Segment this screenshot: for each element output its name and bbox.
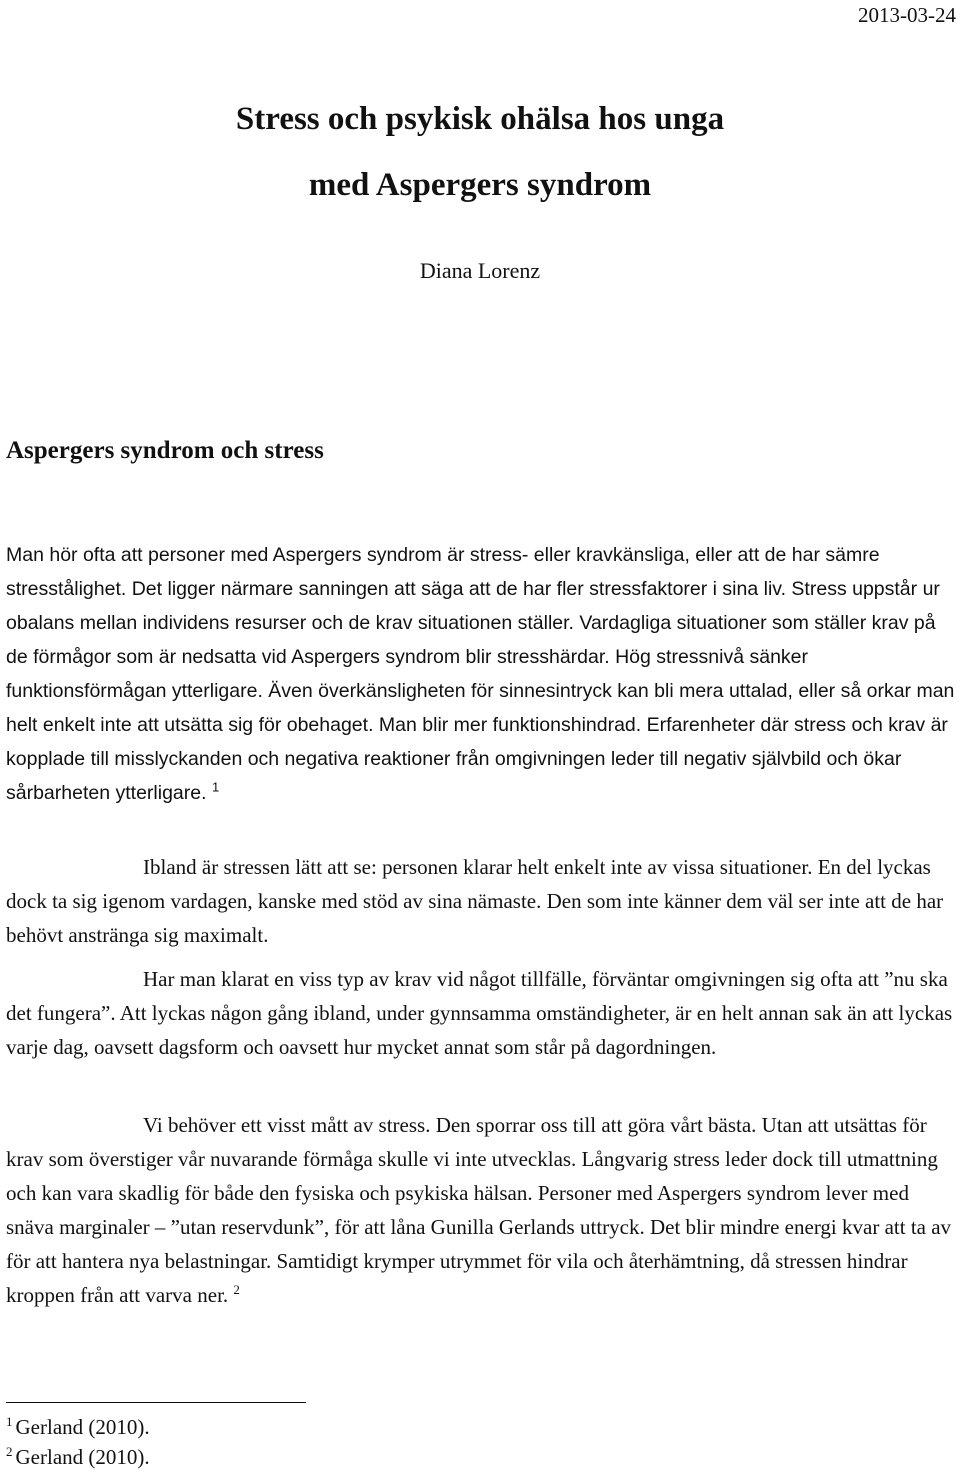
section-heading: Aspergers syndrom och stress (6, 437, 324, 464)
footnote-ref-2: 2 (233, 1282, 240, 1297)
paragraph-2-text: Ibland är stressen lätt att se: personen klarar helt enkelt inte av vissa situationer. En del lyckas dock ta sig igenom vardagen, kanske med stöd av sina nämaste. Den som inte känner dem väl ser inte att de har behövt anstränga sig maximalt. (6, 855, 944, 947)
page-title-line-1: Stress och psykisk ohälsa hos unga (235, 101, 725, 137)
paragraph-2 (6, 850, 960, 952)
page-title-line-2: med Aspergers syndrom (308, 167, 652, 203)
footnote-separator (6, 1402, 306, 1403)
footnote-ref-1: 1 (211, 779, 220, 795)
paragraph-1-text: Man hör ofta att personer med Aspergers syndrom är stress- eller kravkänsliga, eller att de har sämre stresstålighet. Det ligger närmare sanningen att säga att de har fler stressfaktorer i sina liv. Stress uppstår ur obalans mellan individens resurser och de krav situationen ställer. Vardagliga situationer som ställer krav på de förmågor som är nedsatta vid Aspergers syndrom blir stresshärdar. Hög stressnivå sänker funktionsförmågan ytterligare. Även överkänsligheten för sinnesintryck kan bli mera uttalad, eller så orkar man helt enkelt inte att utsätta sig för obehaget. Man blir mer funktionshindrad. Erfarenheter där stress och krav är kopplade till misslyckanden och negativa reaktioner från omgivningen leder till negativ självbild och ökar sårbarheten ytterligare. (6, 544, 955, 804)
paragraph-4-text: Vi behöver ett visst mått av stress. Den sporrar oss till att göra vårt bästa. Utan att utsättas för krav som överstiger vår nuvarande förmåga skulle vi inte utvecklas. Långvarig stress leder dock till utmattning och kan vara skadlig för både den fysiska och psykiska hälsan. Personer med Aspergers syndrom lever med snäva marginaler – ”utan reservdunk”, för att låna Gunilla Gerlands uttryck. Det blir mindre energi kvar att ta av för att hantera nya belastningar. Samtidigt krymper utrymmet för vila och återhämtning, då stressen hindrar kroppen från att varva ner. (6, 1113, 952, 1307)
paragraph-3-text: Har man klarat en viss typ av krav vid något tillfälle, förväntar omgivningen sig ofta att ”nu ska det fungera”. Att lyckas någon gång ibland, under gynnsamma omständigheter, är en helt annan sak än att lyckas varje dag, oavsett dagsform och oavsett hur mycket annat som står på dagordningen. (6, 967, 953, 1059)
footnote-text: Gerland (2010). (15, 1415, 150, 1439)
paragraph-4 (6, 1108, 960, 1312)
paragraph-3 (6, 962, 960, 1064)
author-name: Diana Lorenz (419, 258, 541, 283)
footnote-number: 1 (6, 1414, 13, 1429)
footnote-number: 2 (6, 1444, 13, 1459)
paragraph-1 (6, 538, 960, 810)
footnote-text: Gerland (2010). (15, 1445, 150, 1469)
page-date: 2013-03-24 (858, 3, 956, 27)
title-block (0, 86, 960, 218)
footnote-item (6, 1442, 150, 1472)
footnote-item (6, 1412, 150, 1442)
footnotes (6, 1412, 150, 1472)
